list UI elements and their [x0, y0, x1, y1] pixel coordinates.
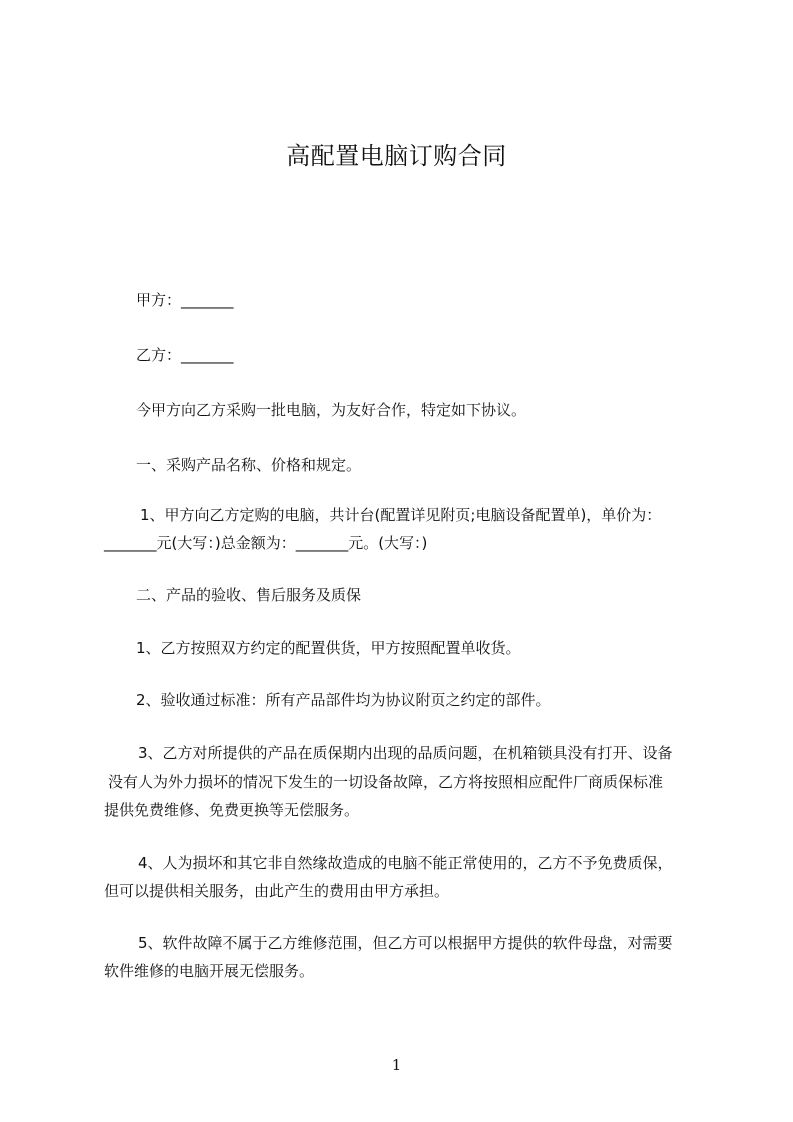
- section1-item1-line1: 1、甲方向乙方定购的电脑，共计台(配置详见附页;电脑设备配置单)，单价为：: [140, 506, 662, 524]
- section2-item3-line1: 3、乙方对所提供的产品在质保期内出现的品质问题，在机箱锁具没有打开、设备: [138, 744, 673, 762]
- section2-item3-line2: 没有人为外力损坏的情况下发生的一切设备故障，乙方将按照相应配件厂商质保标准: [108, 773, 664, 791]
- party-b-line: 乙方：_______: [136, 346, 234, 364]
- party-a-line: 甲方：_______: [136, 291, 234, 309]
- section2-item1: 1、乙方按照双方约定的配置供货，甲方按照配置单收货。: [136, 639, 521, 657]
- section2-item4-line2: 但可以提供相关服务，由此产生的费用由甲方承担。: [104, 882, 450, 900]
- intro-paragraph: 今甲方向乙方采购一批电脑，为友好合作，特定如下协议。: [136, 401, 527, 419]
- section1-item1-line2: _______元(大写：)总金额为：_______元。(大写：): [104, 534, 428, 552]
- section2-item3-line3: 提供免费维修、免费更换等无偿服务。: [104, 801, 360, 819]
- section2-heading: 二、产品的验收、售后服务及质保: [136, 586, 362, 604]
- section2-item5-line2: 软件维修的电脑开展无偿服务。: [104, 962, 315, 980]
- section2-item2: 2、验收通过标准：所有产品部件均为协议附页之约定的部件。: [136, 691, 551, 709]
- page-number: 1: [391, 1056, 402, 1074]
- document-title: 高配置电脑订购合同: [286, 142, 507, 170]
- section2-item4-line1: 4、人为损坏和其它非自然缘故造成的电脑不能正常使用的，乙方不予免费质保，: [138, 854, 673, 872]
- section2-item5-line1: 5、软件故障不属于乙方维修范围，但乙方可以根据甲方提供的软件母盘，对需要: [138, 934, 673, 952]
- section1-heading: 一、采购产品名称、价格和规定。: [136, 456, 362, 474]
